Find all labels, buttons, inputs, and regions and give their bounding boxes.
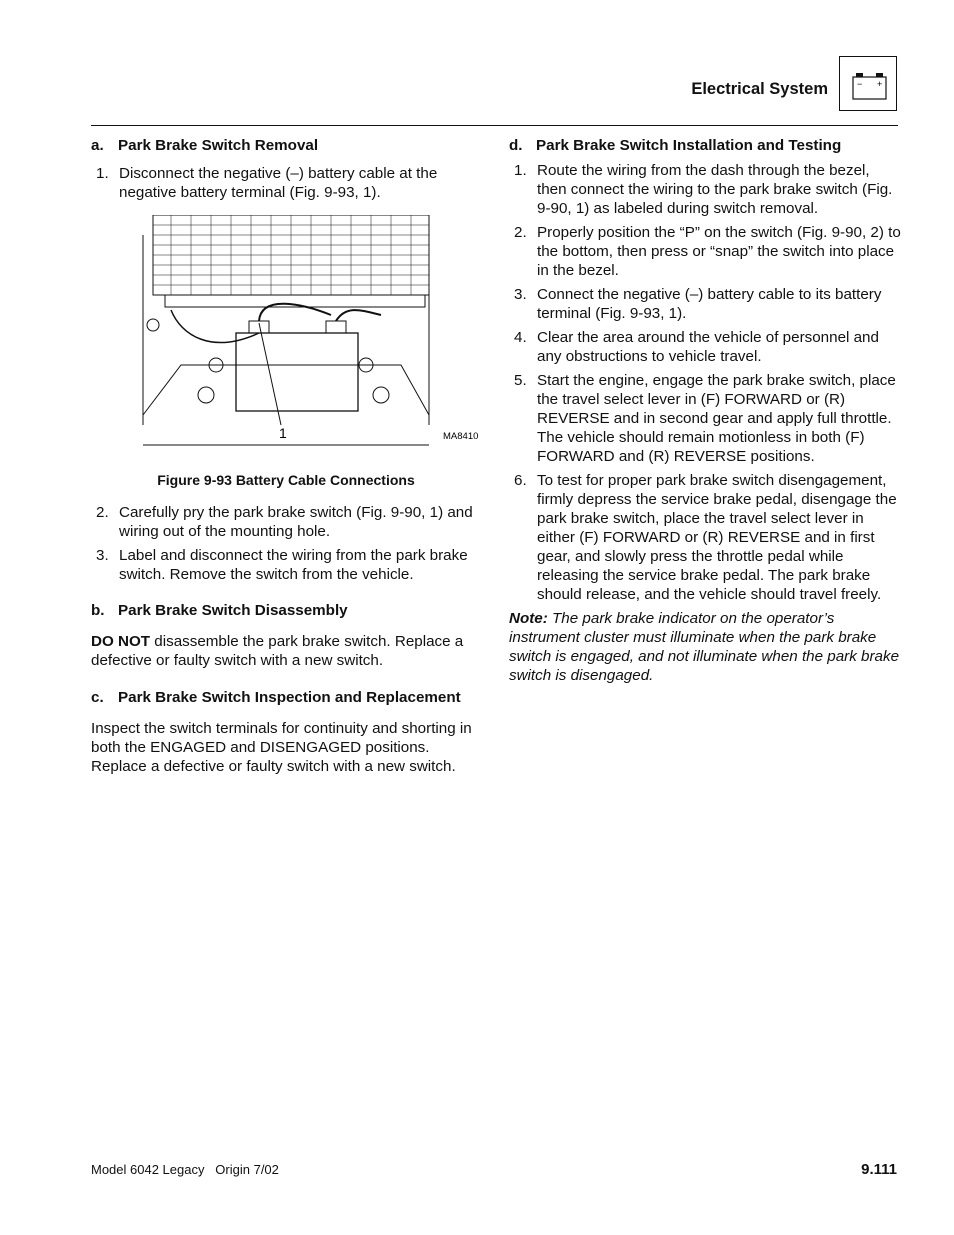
battery-icon — [839, 56, 897, 111]
list-item: 4. Clear the area around the vehicle of personnel and any obstructions to vehicle travel. — [514, 329, 879, 365]
heading-c: c. Park Brake Switch Inspection and Replacement — [91, 689, 461, 706]
left-column — [91, 136, 481, 776]
page-number: 9.111 — [861, 1161, 897, 1178]
battery-plus: + — [877, 79, 883, 89]
steps-d — [509, 161, 901, 604]
battery-minus: − — [857, 79, 863, 89]
section-title: Electrical System — [691, 80, 828, 98]
steps-a1 — [91, 164, 481, 202]
heading-b: b. Park Brake Switch Disassembly — [91, 602, 348, 619]
list-item: 2. Carefully pry the park brake switch (Fig. 9-90, 1) and wiring out of the mounting hole. — [96, 504, 473, 540]
list-item: 3. Label and disconnect the wiring from the park brake switch. Remove the switch from the vehicle. — [96, 547, 468, 583]
list-item: 6. To test for proper park brake switch disengagement, firmly depress the service brake pedal, disengage the park brake switch, place the travel select lever in either (F) FORWARD or (R) REVERSE and in first gear, and slowly press the throttle pedal while releasing the service brake pedal. The park brake should release, and the vehicle should travel freely. — [514, 472, 897, 603]
list-item: 2. Properly position the “P” on the switch (Fig. 9-90, 2) to the bottom, then press or “snap” the switch into place in the bezel. — [514, 224, 901, 279]
list-item: 3. Connect the negative (–) battery cable to its battery terminal (Fig. 9-93, 1). — [514, 286, 882, 322]
paragraph-c: Inspect the switch terminals for continuity and shorting in both the ENGAGED and DISENGAGED positions. Replace a defective or faulty switch with a new switch. — [91, 720, 472, 775]
battery-figure — [91, 215, 481, 463]
figure-caption: Figure 9-93 Battery Cable Connections — [157, 472, 415, 488]
list-item: 5. Start the engine, engage the park brake switch, place the travel select lever in (F) FORWARD or (R) REVERSE and in second gear and apply full throttle. The vehicle should remain motionless in both (F) FORWARD and (R) REVERSE positions. — [514, 372, 896, 465]
header-rule — [91, 125, 898, 126]
note: Note: The park brake indicator on the operator’s instrument cluster must illuminate when the park brake switch is engaged, and not illuminate when the park brake switch is disengaged. — [509, 610, 900, 684]
steps-a2 — [91, 503, 481, 584]
paragraph-b: DO NOT disassemble the park brake switch. Replace a defective or faulty switch with a new switch. — [91, 633, 464, 669]
list-item: 1. Route the wiring from the dash through the bezel, then connect the wiring to the park brake switch (Fig. 9-90, 1) as labeled during switch removal. — [514, 162, 893, 217]
list-item: 1. Disconnect the negative (–) battery cable at the negative battery terminal (Fig. 9-93, 1). — [96, 165, 438, 201]
figure-code: MA8410 — [443, 431, 479, 442]
right-column — [509, 136, 901, 685]
figure-callout: 1 — [279, 425, 287, 441]
footer-model: Model 6042 Legacy Origin 7/02 — [91, 1162, 279, 1177]
heading-a: a. Park Brake Switch Removal — [91, 137, 319, 154]
heading-d: d. Park Brake Switch Installation and Testing — [509, 137, 842, 154]
